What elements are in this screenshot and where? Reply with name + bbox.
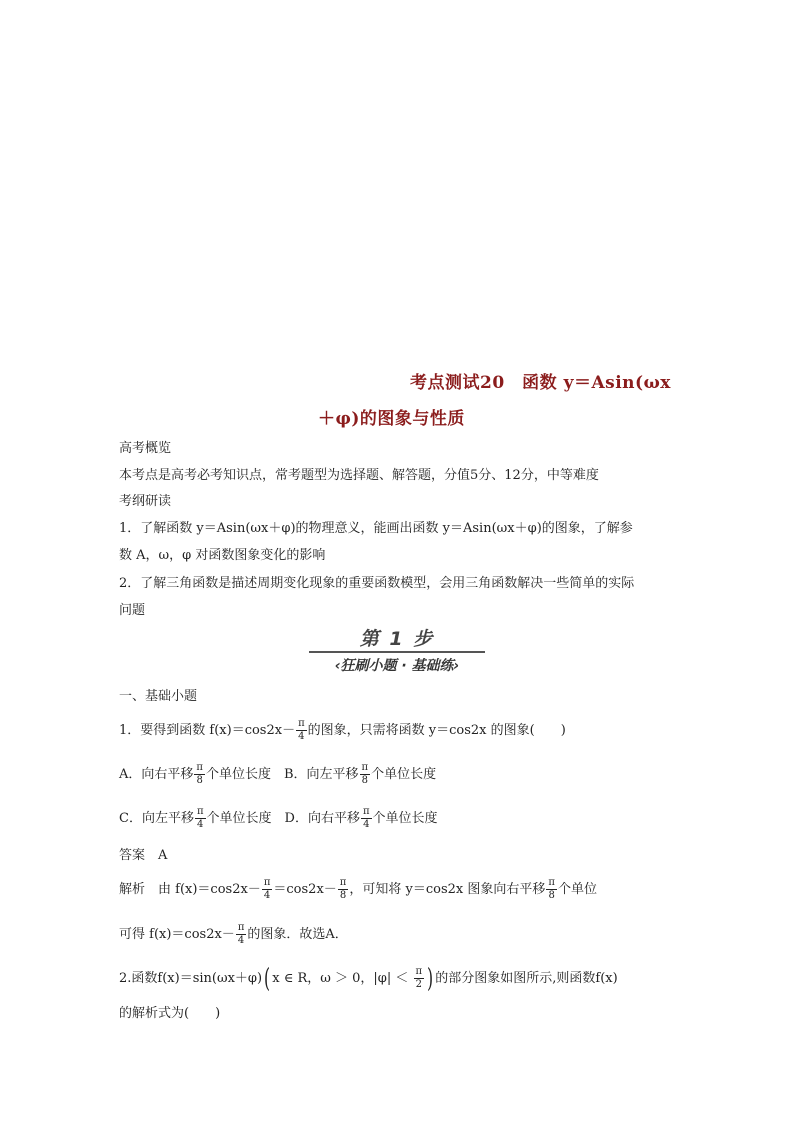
frac-num: π: [298, 718, 305, 729]
overview-heading: 高考概览: [119, 441, 172, 456]
frac-den: 8: [196, 775, 203, 786]
fraction-pi-over-4: [262, 877, 273, 902]
syllabus-item2-line1: 2．了解三角函数是描述周期变化现象的重要函数模型，会用三角函数解决一些简单的实际: [119, 576, 635, 591]
right-paren: ): [427, 963, 434, 994]
frac-den: 4: [197, 819, 204, 830]
step-subtitle: ‹狂刷小题 · 基础练›: [334, 658, 460, 674]
fraction-pi-over-4: [236, 922, 247, 947]
step-banner: [307, 624, 487, 678]
q1-answer: 答案 A: [119, 848, 168, 863]
fraction-pi-over-4: [296, 718, 307, 743]
q1-stem: [119, 718, 566, 743]
section-heading: 一、基础小题: [119, 689, 198, 704]
fraction-pi-over-8: [546, 877, 557, 902]
q1-explanation-line1: [119, 877, 597, 902]
exp-text: 的图象．故选A．: [247, 927, 348, 942]
fraction-pi-over-4: [361, 806, 372, 831]
frac-num: π: [263, 877, 271, 888]
q1-stem-b: 的图象，只需将函数 y＝cos2x 的图象( ): [307, 723, 566, 738]
option-d-text: 个单位长度 D．向右平移: [206, 811, 360, 826]
frac-num: π: [361, 762, 369, 773]
option-c-text: C．向左平移: [119, 811, 194, 826]
q1-options-ab: [119, 762, 436, 787]
q2-condition: x ∈ R，ω ＞ 0，|φ| ＜: [272, 971, 413, 986]
frac-num: π: [415, 966, 423, 977]
fraction-pi-over-2: [414, 966, 425, 991]
q2-stem: [119, 963, 618, 994]
page-title-line1: 考点测试20 函数 y＝Asin(ωx: [410, 373, 671, 393]
fraction-pi-over-8: [338, 877, 349, 902]
q1-stem-a: 1．要得到函数 f(x)＝cos2x－: [119, 723, 296, 738]
frac-num: π: [237, 922, 245, 933]
frac-num: π: [339, 877, 347, 888]
page-title-line2: ＋φ)的图象与性质: [318, 409, 465, 429]
frac-den: 4: [298, 731, 305, 742]
frac-num: π: [548, 877, 555, 888]
step-label: 第 1 步: [359, 628, 435, 650]
frac-den: 8: [548, 890, 555, 901]
syllabus-item2-line2: 问题: [119, 603, 146, 618]
option-b-text: 个单位长度 B．向左平移: [205, 767, 359, 782]
frac-den: 4: [263, 890, 271, 901]
syllabus-item1-line1: 1．了解函数 y＝Asin(ωx＋φ)的物理意义，能画出函数 y＝Asin(ωx＋φ)的图象，了解参: [119, 521, 633, 536]
option-a-text: A．向右平移: [119, 767, 194, 782]
frac-num: π: [362, 806, 370, 817]
exp-text: 可得 f(x)＝cos2x－: [119, 927, 235, 942]
frac-den: 4: [363, 819, 370, 830]
exp-text: ＝cos2x－: [273, 882, 337, 897]
frac-den: 8: [339, 890, 347, 901]
frac-den: 8: [361, 775, 368, 786]
exp-text: 个单位: [557, 882, 597, 897]
frac-num: π: [196, 762, 203, 773]
fraction-pi-over-4: [195, 806, 206, 831]
frac-den: 4: [237, 935, 245, 946]
exp-text: ，可知将 y＝cos2x 图象向右平移: [349, 882, 546, 897]
overview-text: 本考点是高考必考知识点，常考题型为选择题、解答题，分值5分、12分，中等难度: [119, 468, 599, 483]
syllabus-item1-line2: 数 A，ω，φ 对函数图象变化的影响: [119, 548, 326, 563]
left-paren: (: [264, 963, 271, 994]
syllabus-heading: 考纲研读: [119, 494, 172, 509]
q1-explanation-line2: [119, 922, 348, 947]
frac-den: 2: [415, 979, 422, 990]
q2-stem-b: 的部分图象如图所示,则函数f(x): [435, 971, 618, 986]
frac-num: π: [196, 806, 204, 817]
q2-stem-line2: 的解析式为( ): [119, 1006, 221, 1021]
fraction-pi-over-8: [360, 762, 371, 787]
option-b-unit: 个单位长度: [371, 767, 437, 782]
banner-rule: [309, 651, 485, 653]
q1-options-cd: [119, 806, 438, 831]
option-d-unit: 个单位长度: [372, 811, 438, 826]
exp-text: 解析 由 f(x)＝cos2x－: [119, 882, 261, 897]
q2-stem-a: 2.函数f(x)＝sin(ωx＋φ): [119, 971, 263, 986]
fraction-pi-over-8: [194, 762, 205, 787]
